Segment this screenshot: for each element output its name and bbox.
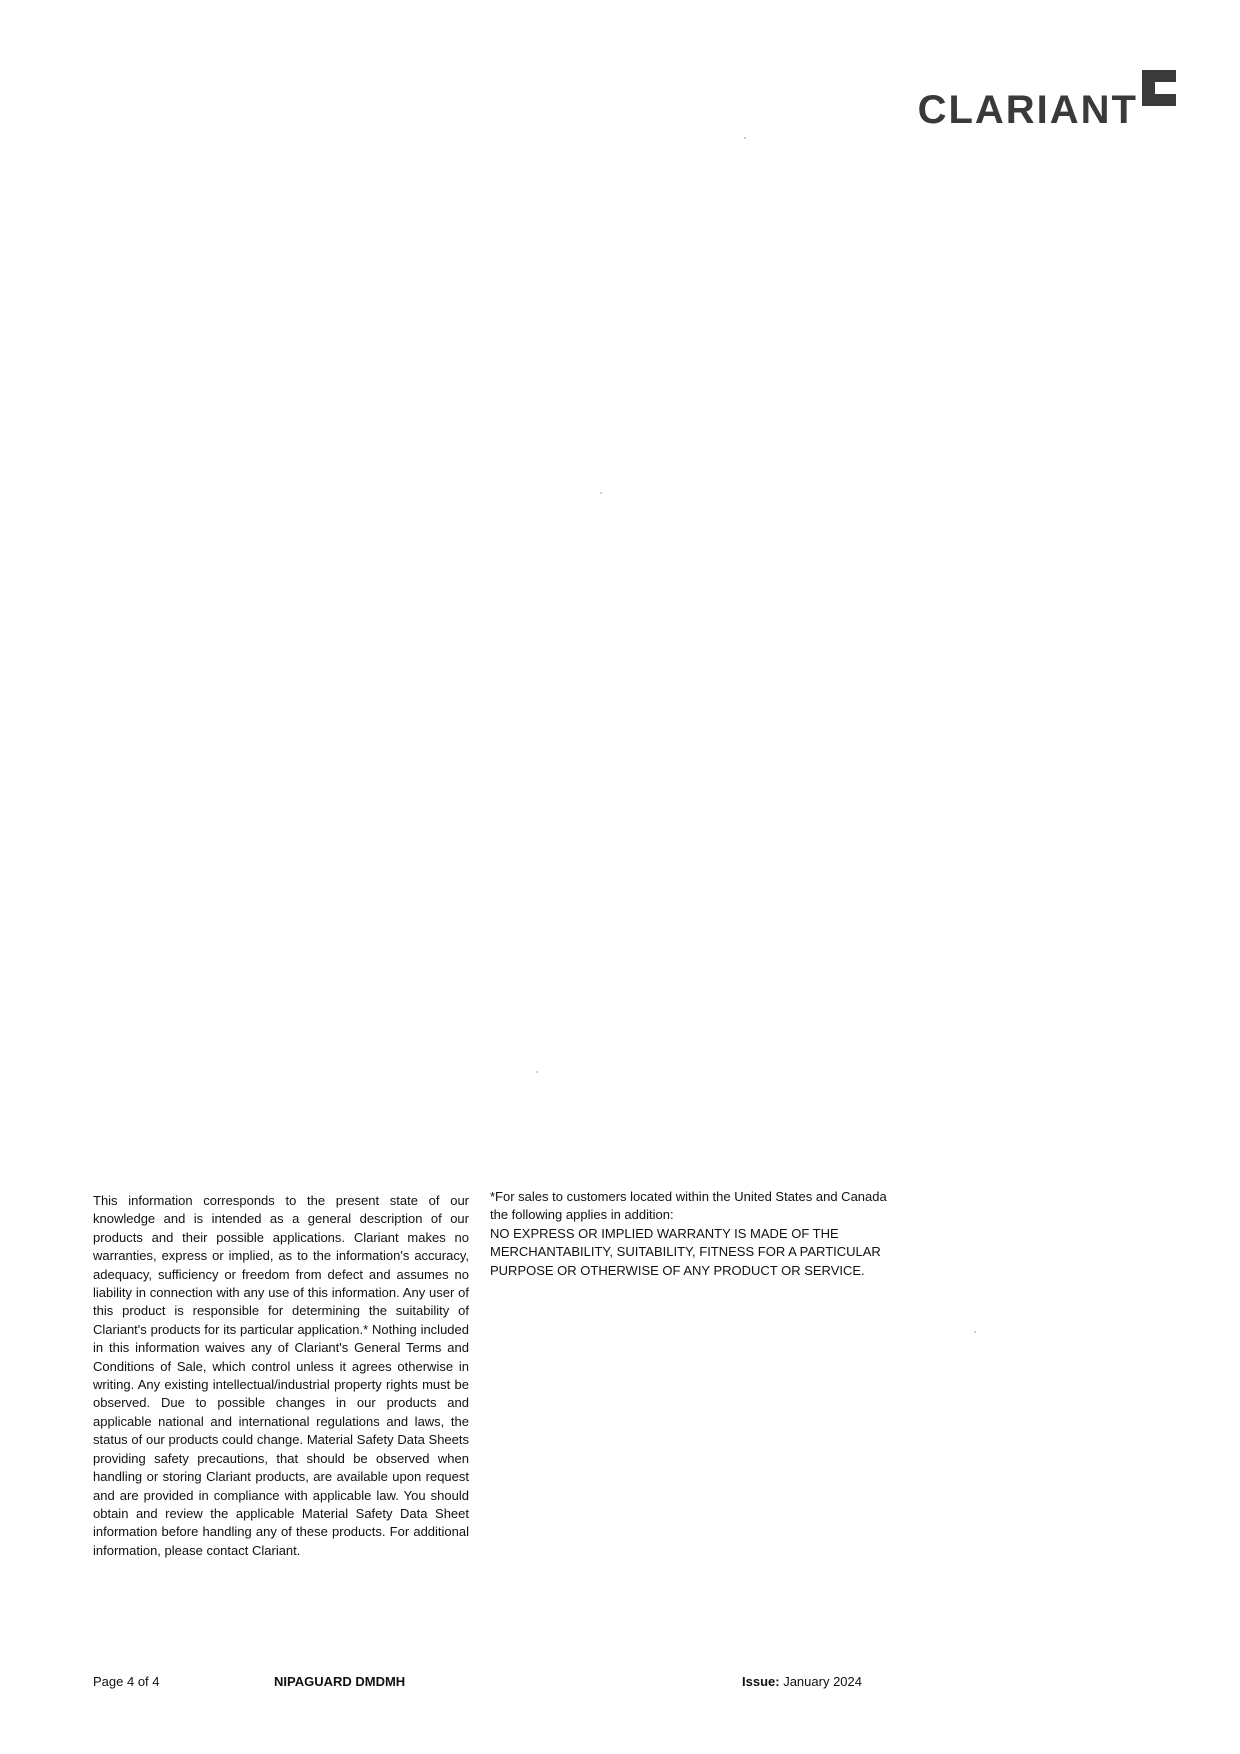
- issue-date: [742, 1674, 862, 1690]
- page-number: Page 4 of 4: [93, 1674, 160, 1689]
- issue-date-value: January 2024: [783, 1674, 862, 1689]
- us-canada-warranty-note: [490, 1188, 890, 1280]
- clariant-bracket-icon: [1142, 70, 1176, 106]
- product-name: NIPAGUARD DMDMH: [274, 1674, 406, 1689]
- logo-wordmark: CLARIANT: [917, 88, 1138, 132]
- scan-speck: [974, 1331, 976, 1333]
- issue-label: Issue:: [742, 1674, 780, 1689]
- scan-speck: [744, 137, 746, 139]
- legal-disclaimer: This information corresponds to the present state of our knowledge and is intended as a general description of our products and their possible applications. Clariant makes no warranties, express or implied, as to the information's accuracy, adequacy, sufficiency or freedom from defect and assumes no liability in connection with any use of this information. Any user of this product is responsible for determining the suitability of Clariant's products for its particular application.* Nothing included in this information waives any of Clariant's General Terms and Conditions of Sale, which control unless it agrees otherwise in writing. Any existing intellectual/industrial property rights must be observed. Due to possible changes in our products and applicable national and international regulations and laws, the status of our products could change. Material Safety Data Sheets providing safety precautions, that should be observed when handling or storing Clariant products, are available upon request and are provided in compliance with applicable law. You should obtain and review the applicable Material Safety Data Sheet information before handling any of these products. For additional information, please contact Clariant.: [93, 1193, 469, 1558]
- scan-speck: [536, 1071, 538, 1073]
- no-warranty-statement: NO EXPRESS OR IMPLIED WARRANTY IS MADE OF THE MERCHANTABILITY, SUITABILITY, FITNESS FOR A PARTICULAR PURPOSE OR OTHERWISE OF ANY PRODUCT OR SERVICE.: [490, 1225, 881, 1278]
- scan-speck: [600, 492, 602, 494]
- us-canada-intro: *For sales to customers located within the United States and Canada the following applies in addition:: [490, 1189, 887, 1223]
- company-logo: [918, 70, 1176, 130]
